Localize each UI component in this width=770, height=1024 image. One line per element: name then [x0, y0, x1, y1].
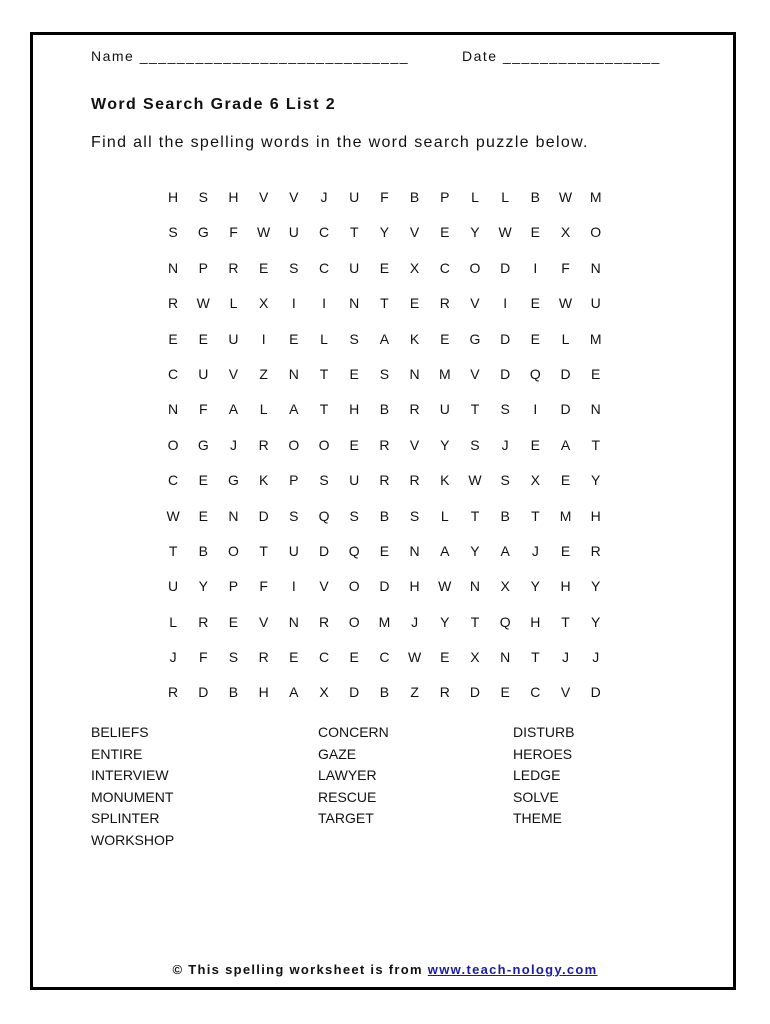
grid-letter: E	[440, 224, 450, 241]
grid-letter: U	[228, 330, 239, 347]
grid-letter: Q	[499, 613, 511, 630]
grid-letter: S	[500, 401, 510, 418]
grid-letter: F	[229, 224, 238, 241]
grid-letter: G	[197, 224, 209, 241]
grid-letter: V	[409, 224, 420, 241]
grid-letter: W	[257, 224, 271, 241]
grid-letter: E	[560, 542, 571, 559]
grid-letter: D	[198, 684, 209, 701]
grid-letter: E	[228, 613, 239, 630]
word-list-item: HEROES	[513, 745, 573, 762]
grid-letter: E	[198, 507, 208, 524]
grid-letter: D	[349, 684, 360, 701]
grid-letter: L	[259, 401, 268, 418]
name-field: Name _____________________________	[91, 48, 410, 64]
grid-letter: C	[318, 649, 330, 666]
word-list-item: MONUMENT	[91, 788, 174, 805]
grid-letter: D	[318, 542, 330, 559]
grid-letter: R	[258, 436, 269, 453]
grid-letter: E	[258, 259, 269, 276]
grid-letter: I	[503, 295, 508, 312]
grid-letter: E	[591, 365, 601, 382]
grid-letter: X	[530, 472, 541, 489]
grid-letter: R	[590, 542, 601, 559]
grid-letter: E	[289, 649, 299, 666]
grid-letter: J	[169, 649, 177, 666]
grid-letter: N	[500, 649, 511, 666]
grid-letter: S	[379, 365, 390, 382]
grid-letter: E	[198, 472, 208, 489]
grid-letter: U	[349, 189, 360, 205]
grid-letter: M	[589, 330, 602, 347]
grid-letter: L	[169, 613, 177, 630]
word-list-item: INTERVIEW	[91, 767, 169, 783]
grid-letter: F	[199, 401, 208, 418]
grid-letter: U	[349, 259, 360, 276]
grid-letter: F	[259, 578, 268, 595]
grid-letter: H	[228, 189, 239, 205]
grid-letter: H	[560, 578, 571, 595]
grid-letter: K	[409, 330, 420, 347]
word-list-item: TARGET	[318, 810, 374, 826]
grid-letter: Q	[529, 365, 541, 382]
grid-letter: U	[439, 401, 450, 418]
grid-letter: T	[319, 365, 329, 382]
grid-letter: O	[167, 436, 179, 453]
grid-letter: X	[258, 295, 269, 312]
grid-letter: O	[348, 613, 360, 630]
grid-letter: A	[440, 542, 450, 559]
grid-letter: X	[409, 259, 420, 276]
grid-letter: W	[558, 189, 573, 205]
grid-letter: R	[439, 295, 450, 312]
grid-letter: R	[379, 436, 390, 453]
grid-letter: U	[198, 365, 209, 382]
grid-letter: X	[319, 684, 329, 701]
grid-letter: T	[470, 613, 480, 630]
grid-letter: H	[409, 578, 420, 595]
grid-letter: D	[560, 365, 571, 382]
grid-letter: M	[589, 189, 602, 205]
grid-letter: J	[229, 436, 237, 453]
grid-letter: T	[319, 401, 329, 418]
grid-letter: E	[560, 472, 571, 489]
grid-letter: R	[379, 472, 390, 489]
grid-letter: T	[470, 507, 480, 524]
grid-letter: T	[531, 507, 540, 524]
grid-letter: B	[379, 684, 390, 701]
word-list-item: CONCERN	[318, 724, 389, 740]
grid-letter: H	[349, 401, 360, 418]
grid-letter: Y	[440, 613, 450, 630]
grid-letter: E	[530, 330, 541, 347]
grid-letter: E	[289, 330, 299, 347]
grid-letter: S	[349, 507, 359, 524]
grid-letter: V	[228, 365, 239, 382]
grid-letter: W	[196, 295, 210, 312]
footer-text: © This spelling worksheet is from	[172, 962, 428, 977]
word-search-grid	[158, 180, 611, 711]
grid-letter: A	[500, 542, 510, 559]
grid-letter: W	[166, 507, 180, 524]
footer	[0, 962, 770, 977]
grid-letter: E	[530, 295, 541, 312]
grid-letter: Y	[591, 613, 601, 630]
grid-letter: L	[501, 189, 510, 205]
grid-letter: Y	[530, 578, 541, 595]
grid-letter: S	[198, 189, 208, 205]
grid-letter: R	[258, 649, 269, 666]
word-list-item: ENTIRE	[91, 745, 143, 762]
grid-letter: E	[409, 295, 420, 312]
date-field: Date _________________	[462, 48, 661, 64]
grid-letter: E	[500, 684, 510, 701]
grid-letter: O	[469, 259, 481, 276]
grid-letter: V	[258, 189, 269, 205]
grid-letter: S	[500, 472, 510, 489]
grid-letter: N	[590, 401, 601, 418]
grid-letter: H	[258, 684, 269, 701]
grid-letter: N	[590, 259, 601, 276]
grid-letter: D	[500, 259, 511, 276]
grid-letter: D	[590, 684, 601, 701]
grid-letter: P	[198, 259, 208, 276]
grid-letter: T	[591, 436, 600, 453]
grid-letter: J	[501, 436, 509, 453]
grid-letter: T	[561, 613, 570, 630]
grid-letter: E	[440, 649, 450, 666]
grid-letter: Y	[440, 436, 450, 453]
grid-letter: V	[560, 684, 571, 701]
grid-letter: Y	[470, 224, 480, 241]
grid-letter: E	[379, 542, 390, 559]
grid-letter: R	[198, 613, 209, 630]
grid-letter: B	[409, 189, 420, 205]
grid-letter: V	[258, 613, 269, 630]
word-list-item: GAZE	[318, 745, 357, 762]
grid-letter: C	[530, 684, 541, 701]
grid-letter: W	[558, 295, 573, 312]
grid-letter: Y	[591, 472, 601, 489]
grid-letter: W	[468, 472, 482, 489]
grid-letter: W	[407, 649, 422, 666]
grid-letter: T	[531, 649, 540, 666]
grid-letter: N	[168, 401, 179, 418]
grid-letter: V	[409, 436, 420, 453]
grid-letter: O	[590, 224, 602, 241]
word-list-item: WORKSHOP	[91, 831, 175, 848]
grid-letter: F	[561, 259, 570, 276]
grid-letter: L	[440, 507, 449, 524]
grid-letter: J	[531, 542, 539, 559]
grid-letter: G	[469, 330, 481, 347]
grid-letter: E	[198, 330, 208, 347]
grid-letter: S	[289, 259, 299, 276]
grid-letter: R	[168, 295, 179, 312]
grid-letter: S	[289, 507, 299, 524]
grid-letter: K	[440, 472, 450, 489]
grid-letter: V	[289, 189, 299, 205]
grid-letter: N	[349, 295, 360, 312]
grid-letter: Y	[379, 224, 390, 241]
grid-letter: H	[530, 613, 541, 630]
grid-letter: N	[228, 507, 239, 524]
grid-letter: U	[349, 472, 360, 489]
word-list-item: SOLVE	[513, 788, 559, 805]
grid-letter: O	[348, 578, 360, 595]
word-list	[91, 724, 651, 853]
grid-letter: A	[560, 436, 571, 453]
grid-letter: A	[228, 401, 239, 418]
grid-letter: P	[289, 472, 299, 489]
grid-letter: E	[530, 224, 541, 241]
grid-letter: W	[498, 224, 512, 241]
grid-letter: L	[320, 330, 328, 347]
grid-letter: C	[439, 259, 450, 276]
grid-letter: V	[470, 365, 480, 382]
grid-letter: M	[559, 507, 572, 524]
grid-letter: D	[500, 365, 511, 382]
grid-letter: U	[288, 224, 299, 241]
grid-letter: T	[168, 542, 178, 559]
word-list-item: RESCUE	[318, 788, 377, 805]
word-list-item: LAWYER	[318, 767, 377, 783]
grid-letter: G	[197, 436, 209, 453]
grid-letter: Y	[470, 542, 480, 559]
grid-letter: R	[318, 613, 330, 630]
grid-letter: T	[259, 542, 268, 559]
grid-letter: J	[320, 189, 328, 205]
grid-letter: X	[560, 224, 571, 241]
grid-letter: Y	[198, 578, 208, 595]
grid-letter: X	[470, 649, 480, 666]
grid-letter: T	[380, 295, 389, 312]
word-list-item: BELIEFS	[91, 724, 149, 740]
grid-letter: S	[228, 649, 239, 666]
grid-letter: I	[291, 578, 296, 595]
grid-letter: R	[439, 684, 450, 701]
grid-letter: N	[168, 259, 179, 276]
grid-letter: C	[318, 224, 330, 241]
grid-letter: N	[288, 613, 299, 630]
grid-letter: A	[379, 330, 390, 347]
grid-letter: E	[440, 330, 450, 347]
grid-letter: C	[379, 649, 390, 666]
word-list-item: THEME	[513, 810, 562, 826]
grid-letter: R	[409, 401, 420, 418]
word-list-item: SPLINTER	[91, 810, 160, 826]
grid-letter: E	[349, 436, 359, 453]
grid-letter: S	[470, 436, 480, 453]
grid-letter: O	[288, 436, 300, 453]
grid-letter: D	[258, 507, 269, 524]
grid-letter: R	[168, 684, 179, 701]
grid-letter: J	[562, 649, 570, 666]
grid-letter: Q	[348, 542, 360, 559]
grid-letter: B	[530, 189, 541, 205]
grid-letter: E	[168, 330, 178, 347]
grid-letter: M	[438, 365, 451, 382]
word-list-item: LEDGE	[513, 767, 561, 783]
grid-letter: J	[411, 613, 419, 630]
grid-letter: B	[379, 507, 390, 524]
grid-letter: L	[561, 330, 570, 347]
grid-letter: M	[378, 613, 391, 630]
grid-letter: Z	[410, 684, 419, 701]
grid-letter: O	[318, 436, 330, 453]
grid-letter: K	[258, 472, 269, 489]
grid-letter: T	[349, 224, 359, 241]
grid-letter: Y	[591, 578, 601, 595]
grid-letter: I	[291, 295, 296, 312]
grid-letter: V	[319, 578, 329, 595]
grid-letter: C	[318, 259, 330, 276]
grid-letter: H	[590, 507, 601, 524]
grid-letter: D	[379, 578, 390, 595]
grid-letter: S	[319, 472, 329, 489]
grid-letter: B	[198, 542, 208, 559]
grid-letter: S	[349, 330, 359, 347]
grid-letter: A	[289, 684, 299, 701]
grid-letter: C	[168, 365, 179, 382]
grid-letter: I	[533, 259, 538, 276]
grid-letter: D	[560, 401, 571, 418]
grid-letter: N	[288, 365, 299, 382]
grid-letter: Z	[259, 365, 268, 382]
grid-letter: I	[261, 330, 266, 347]
grid-letter: C	[168, 472, 179, 489]
grid-letter: L	[229, 295, 238, 312]
grid-letter: R	[409, 472, 420, 489]
grid-letter: E	[530, 436, 541, 453]
grid-letter: B	[500, 507, 510, 524]
grid-letter: H	[168, 189, 179, 205]
grid-letter: V	[470, 295, 480, 312]
grid-letter: N	[469, 578, 481, 595]
grid-letter: P	[228, 578, 239, 595]
grid-letter: F	[380, 189, 389, 205]
instructions: Find all the spelling words in the word search puzzle below.	[91, 134, 589, 151]
grid-letter: G	[228, 472, 239, 489]
grid-letter: T	[470, 401, 480, 418]
grid-letter: B	[228, 684, 239, 701]
grid-letter: I	[322, 295, 326, 312]
grid-letter: X	[500, 578, 510, 595]
teach-nology-link[interactable]: www.teach-nology.com	[427, 962, 598, 977]
grid-letter: I	[533, 401, 538, 418]
grid-letter: D	[469, 684, 481, 701]
grid-letter: U	[590, 295, 601, 312]
grid-letter: D	[500, 330, 511, 347]
grid-letter: L	[471, 189, 479, 205]
grid-letter: U	[288, 542, 299, 559]
grid-letter: R	[228, 259, 239, 276]
grid-letter: O	[228, 542, 239, 559]
grid-letter: S	[409, 507, 420, 524]
grid-letter: E	[349, 649, 359, 666]
grid-letter: W	[438, 578, 452, 595]
grid-letter: U	[168, 578, 179, 595]
worksheet-title: Word Search Grade 6 List 2	[91, 96, 337, 113]
grid-letter: J	[592, 649, 600, 666]
grid-letter: E	[349, 365, 359, 382]
grid-letter: N	[409, 542, 420, 559]
grid-letter: S	[168, 224, 178, 241]
grid-letter: A	[289, 401, 299, 418]
grid-letter: Q	[318, 507, 330, 524]
grid-letter: B	[379, 401, 390, 418]
grid-letter: N	[409, 365, 420, 382]
grid-letter: E	[379, 259, 390, 276]
word-list-item: DISTURB	[513, 724, 575, 740]
grid-letter: F	[199, 649, 208, 666]
grid-letter: P	[440, 189, 450, 205]
